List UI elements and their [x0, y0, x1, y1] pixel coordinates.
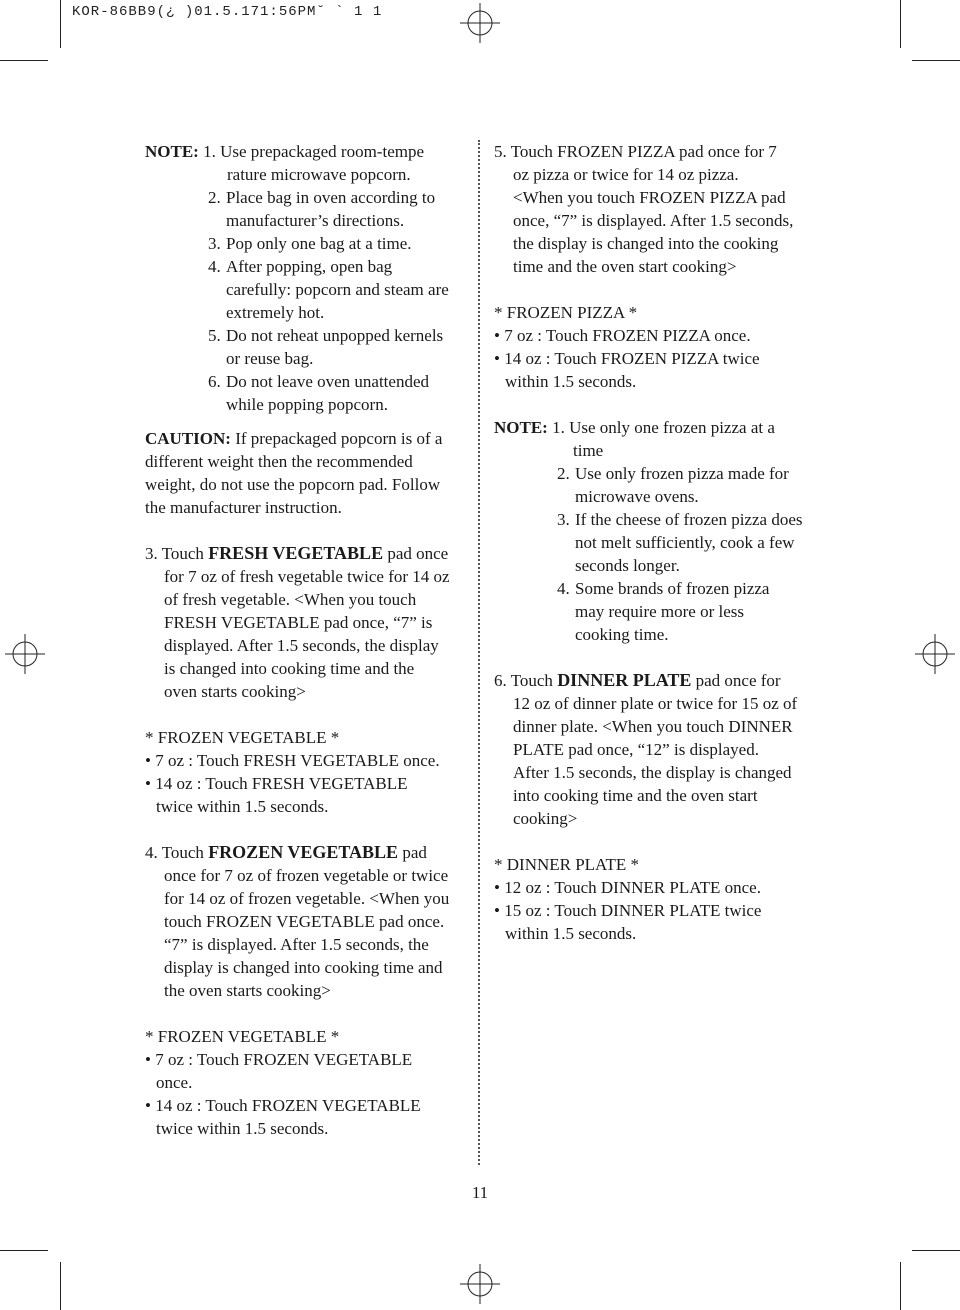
note-item: 4. Some brands of frozen pizza: [557, 579, 770, 598]
note-line: manufacturer’s directions.: [226, 211, 405, 230]
note-item: 4. After popping, open bag: [208, 257, 393, 276]
list-title: * DINNER PLATE *: [494, 855, 639, 874]
note-item: 6. Do not leave oven unattended: [208, 372, 429, 391]
dinner-plate-list: [494, 853, 824, 945]
note-item: 2. Use only frozen pizza made for: [557, 464, 789, 483]
step-line: cooking>: [513, 809, 578, 828]
list-item: • 14 oz : Touch FROZEN VEGETABLE: [145, 1096, 421, 1115]
step-line: once for 7 oz of frozen vegetable or twice: [164, 866, 449, 885]
list-item: • 12 oz : Touch DINNER PLATE once.: [494, 878, 761, 897]
note-line: cooking time.: [575, 625, 669, 644]
step-line: time and the oven start cooking>: [513, 257, 737, 276]
list-item: • 7 oz : Touch FROZEN VEGETABLE: [145, 1050, 413, 1069]
list-item: • 15 oz : Touch DINNER PLATE twice: [494, 901, 762, 920]
caution-label: CAUTION:: [145, 429, 231, 448]
list-item: • 7 oz : Touch FRESH VEGETABLE once.: [145, 751, 440, 770]
list-item: once.: [156, 1073, 193, 1092]
note-label: NOTE:: [494, 418, 548, 437]
note-line: or reuse bag.: [226, 349, 314, 368]
step-line: dinner plate. <When you touch DINNER: [513, 717, 793, 736]
step-line: once, “7” is displayed. After 1.5 seconds,: [513, 211, 794, 230]
list-item: twice within 1.5 seconds.: [156, 797, 329, 816]
note-line: rature microwave popcorn.: [227, 165, 411, 184]
step-line: oz pizza or twice for 14 oz pizza.: [513, 165, 739, 184]
note-line: microwave ovens.: [575, 487, 699, 506]
list-title: * FROZEN VEGETABLE *: [145, 728, 340, 747]
step-line: <When you touch FROZEN PIZZA pad: [513, 188, 786, 207]
step-line: FRESH VEGETABLE pad once, “7” is: [164, 613, 433, 632]
step-line: for 14 oz of frozen vegetable. <When you: [164, 889, 450, 908]
caution-line: weight, do not use the popcorn pad. Follow: [145, 475, 441, 494]
step-line: “7” is displayed. After 1.5 seconds, the: [164, 935, 429, 954]
step-line: PLATE pad once, “12” is displayed.: [513, 740, 759, 759]
step-line: displayed. After 1.5 seconds, the display: [164, 636, 439, 655]
note-item: 2. Place bag in oven according to: [208, 188, 436, 207]
step-5-frozen-pizza: [494, 140, 824, 278]
note-line: may require more or less: [575, 602, 744, 621]
step-line: for 7 oz of fresh vegetable twice for 14 oz: [164, 567, 450, 586]
note-item: 3. Pop only one bag at a time.: [208, 234, 412, 253]
note-line: NOTE: 1. Use prepackaged room-tempe: [145, 142, 425, 161]
list-item: • 7 oz : Touch FROZEN PIZZA once.: [494, 326, 751, 345]
caution-line: the manufacturer instruction.: [145, 498, 342, 517]
note-line: carefully: popcorn and steam are: [226, 280, 449, 299]
frozen-vegetable-list-b: [145, 1025, 470, 1140]
page-number: 11: [471, 1183, 489, 1202]
step-line: touch FROZEN VEGETABLE pad once.: [164, 912, 445, 931]
note-line: extremely hot.: [226, 303, 325, 322]
list-item: within 1.5 seconds.: [505, 372, 637, 391]
registration-mark-icon: [460, 3, 500, 43]
dinner-plate-pad-label: DINNER PLATE: [557, 670, 692, 690]
registration-mark-icon: [915, 634, 955, 674]
registration-mark-icon: [5, 634, 45, 674]
note-line: while popping popcorn.: [226, 395, 388, 414]
note-line: seconds longer.: [575, 556, 680, 575]
step-line: oven starts cooking>: [164, 682, 306, 701]
step-line: After 1.5 seconds, the display is changed: [513, 763, 792, 782]
frozen-pizza-list: [494, 301, 824, 393]
fresh-vegetable-pad-label: FRESH VEGETABLE: [208, 543, 384, 563]
step-line: the oven starts cooking>: [164, 981, 331, 1000]
step-line: display is changed into cooking time and: [164, 958, 443, 977]
list-item: within 1.5 seconds.: [505, 924, 637, 943]
caution-block: CAUTION: If prepackaged popcorn is of a different weight then the recommended weight, do not use the popcorn pad. Follow the manufacturer instruction.: [145, 427, 470, 519]
right-column: [494, 140, 824, 945]
step-4-frozen-vegetable: 4. Touch FROZEN VEGETABLE pad once for 7 oz of frozen vegetable or twice for 14 oz of frozen vegetable. <When you touch FROZEN VEGETABLE pad once. “7” is displayed. After 1.5 seconds, the display is changed into cooking time and the oven starts cooking>: [145, 841, 470, 1002]
note-item: 3. If the cheese of frozen pizza does: [557, 510, 803, 529]
step-line: the display is changed into the cooking: [513, 234, 779, 253]
registration-mark-icon: [460, 1264, 500, 1304]
print-slug: KOR-86BB9(¿ )01.5.171:56PM˘ ` 1 1: [72, 4, 383, 20]
step-3-fresh-vegetable: 3. Touch FRESH VEGETABLE pad once for 7 oz of fresh vegetable twice for 14 oz of fresh vegetable. <When you touch FRESH VEGETABLE pad once, “7” is displayed. After 1.5 seconds, the display is changed into cooking time and the oven starts cooking>: [145, 542, 470, 703]
popcorn-note: [145, 140, 470, 416]
left-column: [145, 140, 470, 1140]
list-title: * FROZEN VEGETABLE *: [145, 1027, 340, 1046]
frozen-vegetable-pad-label: FROZEN VEGETABLE: [208, 842, 399, 862]
pizza-note: NOTE: 1. Use only one frozen pizza at a time 2. Use only frozen pizza made for microwave ovens. 3. If the cheese of frozen pizza does not melt sufficiently, cook a few seconds longer. 4. Some brands of frozen pizza may require more or less cooking time.: [494, 416, 824, 646]
step-line: is changed into cooking time and the: [164, 659, 415, 678]
column-divider: [478, 140, 480, 1165]
step-line: of fresh vegetable. <When you touch: [164, 590, 417, 609]
frozen-vegetable-list-a: [145, 726, 470, 818]
note-label: NOTE:: [145, 142, 199, 161]
note-item: 5. Do not reheat unpopped kernels: [208, 326, 444, 345]
caution-line: different weight then the recommended: [145, 452, 413, 471]
step-line: into cooking time and the oven start: [513, 786, 758, 805]
step-line: 12 oz of dinner plate or twice for 15 oz of: [513, 694, 798, 713]
list-item: twice within 1.5 seconds.: [156, 1119, 329, 1138]
list-item: • 14 oz : Touch FROZEN PIZZA twice: [494, 349, 760, 368]
step-6-dinner-plate: 6. Touch DINNER PLATE pad once for 12 oz of dinner plate or twice for 15 oz of dinner plate. <When you touch DINNER PLATE pad once, “12” is displayed. After 1.5 seconds, the display is changed into cooking time and the oven start cooking>: [494, 669, 824, 830]
note-line: time: [573, 441, 604, 460]
step-line: 5. Touch FROZEN PIZZA pad once for 7: [494, 142, 777, 161]
list-title: * FROZEN PIZZA *: [494, 303, 638, 322]
note-line: not melt sufficiently, cook a few: [575, 533, 795, 552]
list-item: • 14 oz : Touch FRESH VEGETABLE: [145, 774, 408, 793]
